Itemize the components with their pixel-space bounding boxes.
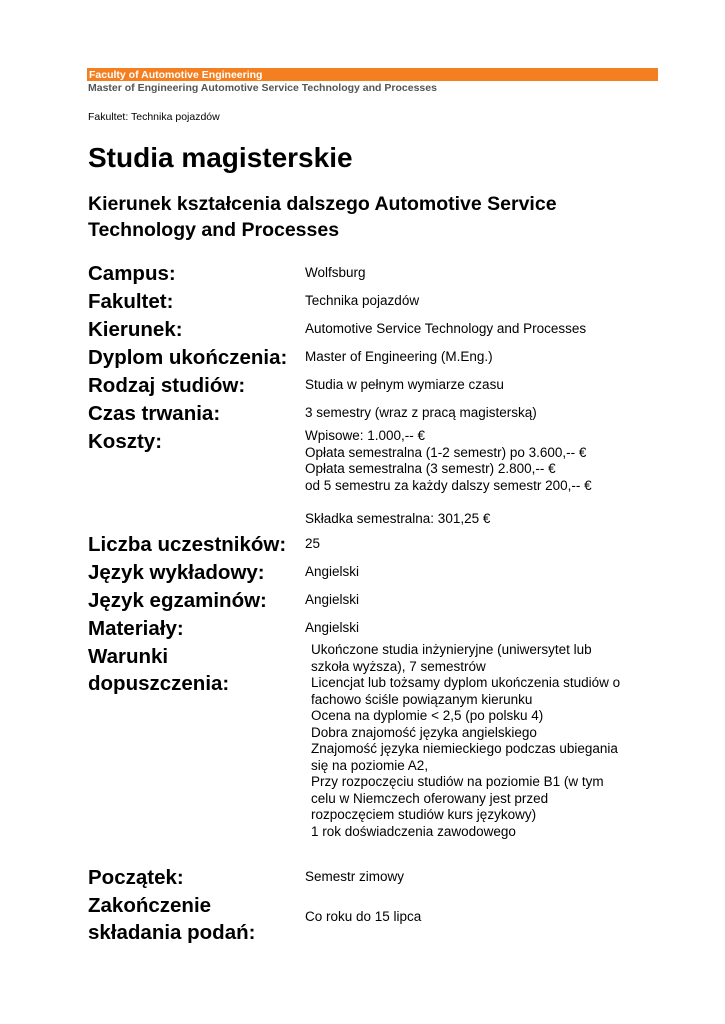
koszty-label: Koszty:	[88, 430, 163, 453]
koszty-value	[305, 428, 592, 527]
fakultet-label: Fakultet:	[88, 290, 174, 313]
warunki-label-line1: Warunki	[88, 645, 169, 668]
warunki-line: szkoła wyższa), 7 semestrów	[311, 658, 486, 674]
campus-label: Campus:	[88, 262, 176, 285]
koszty-line: Opłata semestralna (1-2 semestr) po 3.600,-- €	[305, 444, 587, 460]
jezyk-egzaminow-value: Angielski	[305, 592, 360, 607]
warunki-line: celu w Niemczech oferowany jest przed	[311, 790, 549, 806]
koszty-line: Opłata semestralna (3 semestr) 2.800,-- €	[305, 461, 556, 476]
warunki-line: się na poziomie A2,	[311, 757, 429, 773]
header-faculty: Faculty of Automotive Engineering	[89, 69, 263, 81]
kierunek-label: Kierunek:	[88, 318, 183, 341]
warunki-label-line2: dopuszczenia:	[88, 672, 230, 695]
liczba-value: 25	[305, 536, 321, 551]
header-program: Master of Engineering Automotive Service Technology and Processes	[88, 82, 437, 94]
zakonczenie-label-line1: Zakończenie	[88, 894, 212, 917]
kierunek-value: Automotive Service Technology and Processes	[305, 321, 587, 336]
warunki-line: rozpoczęciem studiów kurs językowy)	[311, 807, 537, 822]
warunki-line: fachowo ściśle powiązanym kierunku	[311, 691, 533, 707]
materialy-label: Materiały:	[88, 617, 184, 640]
faculty-line: Fakultet: Technika pojazdów	[88, 111, 220, 123]
koszty-line: Wpisowe: 1.000,-- €	[305, 428, 426, 443]
warunki-line: Dobra znajomość języka angielskiego	[311, 724, 537, 740]
page-subtitle: Kierunek kształcenia dalszego Automotive Service Technology and Processes	[88, 193, 557, 241]
czas-value: 3 semestry (wraz z pracą magisterską)	[305, 405, 537, 420]
jezyk-wykladowy-value: Angielski	[305, 564, 360, 579]
warunki-line: Znajomość języka niemieckiego podczas ubiegania	[311, 741, 618, 756]
zakonczenie-label-line2: składania podań:	[88, 921, 256, 944]
jezyk-wykladowy-label: Język wykładowy:	[88, 561, 265, 584]
czas-label: Czas trwania:	[88, 402, 221, 425]
liczba-label: Liczba uczestników:	[88, 533, 287, 556]
warunki-line: Ukończone studia inżynieryjne (uniwersytet lub	[311, 642, 592, 657]
warunki-line: Przy rozpoczęciu studiów na poziomie B1 (w tym	[311, 774, 604, 789]
warunki-line: Ocena na dyplomie < 2,5 (po polsku 4)	[311, 708, 544, 723]
rodzaj-value: Studia w pełnym wymiarze czasu	[305, 377, 504, 392]
campus-value: Wolfsburg	[305, 265, 366, 280]
poczatek-label: Początek:	[88, 866, 184, 889]
warunki-line: 1 rok doświadczenia zawodowego	[311, 823, 516, 839]
page-title: Studia magisterskie	[88, 142, 353, 173]
warunki-line: Licencjat lub tożsamy dyplom ukończenia studiów o	[311, 675, 621, 690]
warunki-value	[311, 642, 620, 840]
poczatek-value: Semestr zimowy	[305, 869, 405, 884]
jezyk-egzaminow-label: Język egzaminów:	[88, 589, 267, 612]
materialy-value: Angielski	[305, 620, 360, 635]
koszty-line: od 5 semestru za każdy dalszy semestr 200,-- €	[305, 477, 592, 493]
dyplom-label: Dyplom ukończenia:	[88, 346, 288, 369]
koszty-extra: Składka semestralna: 301,25 €	[305, 510, 491, 526]
rodzaj-label: Rodzaj studiów:	[88, 374, 246, 397]
zakonczenie-value: Co roku do 15 lipca	[305, 909, 422, 924]
dyplom-value: Master of Engineering (M.Eng.)	[305, 349, 493, 364]
fakultet-value: Technika pojazdów	[305, 293, 420, 308]
